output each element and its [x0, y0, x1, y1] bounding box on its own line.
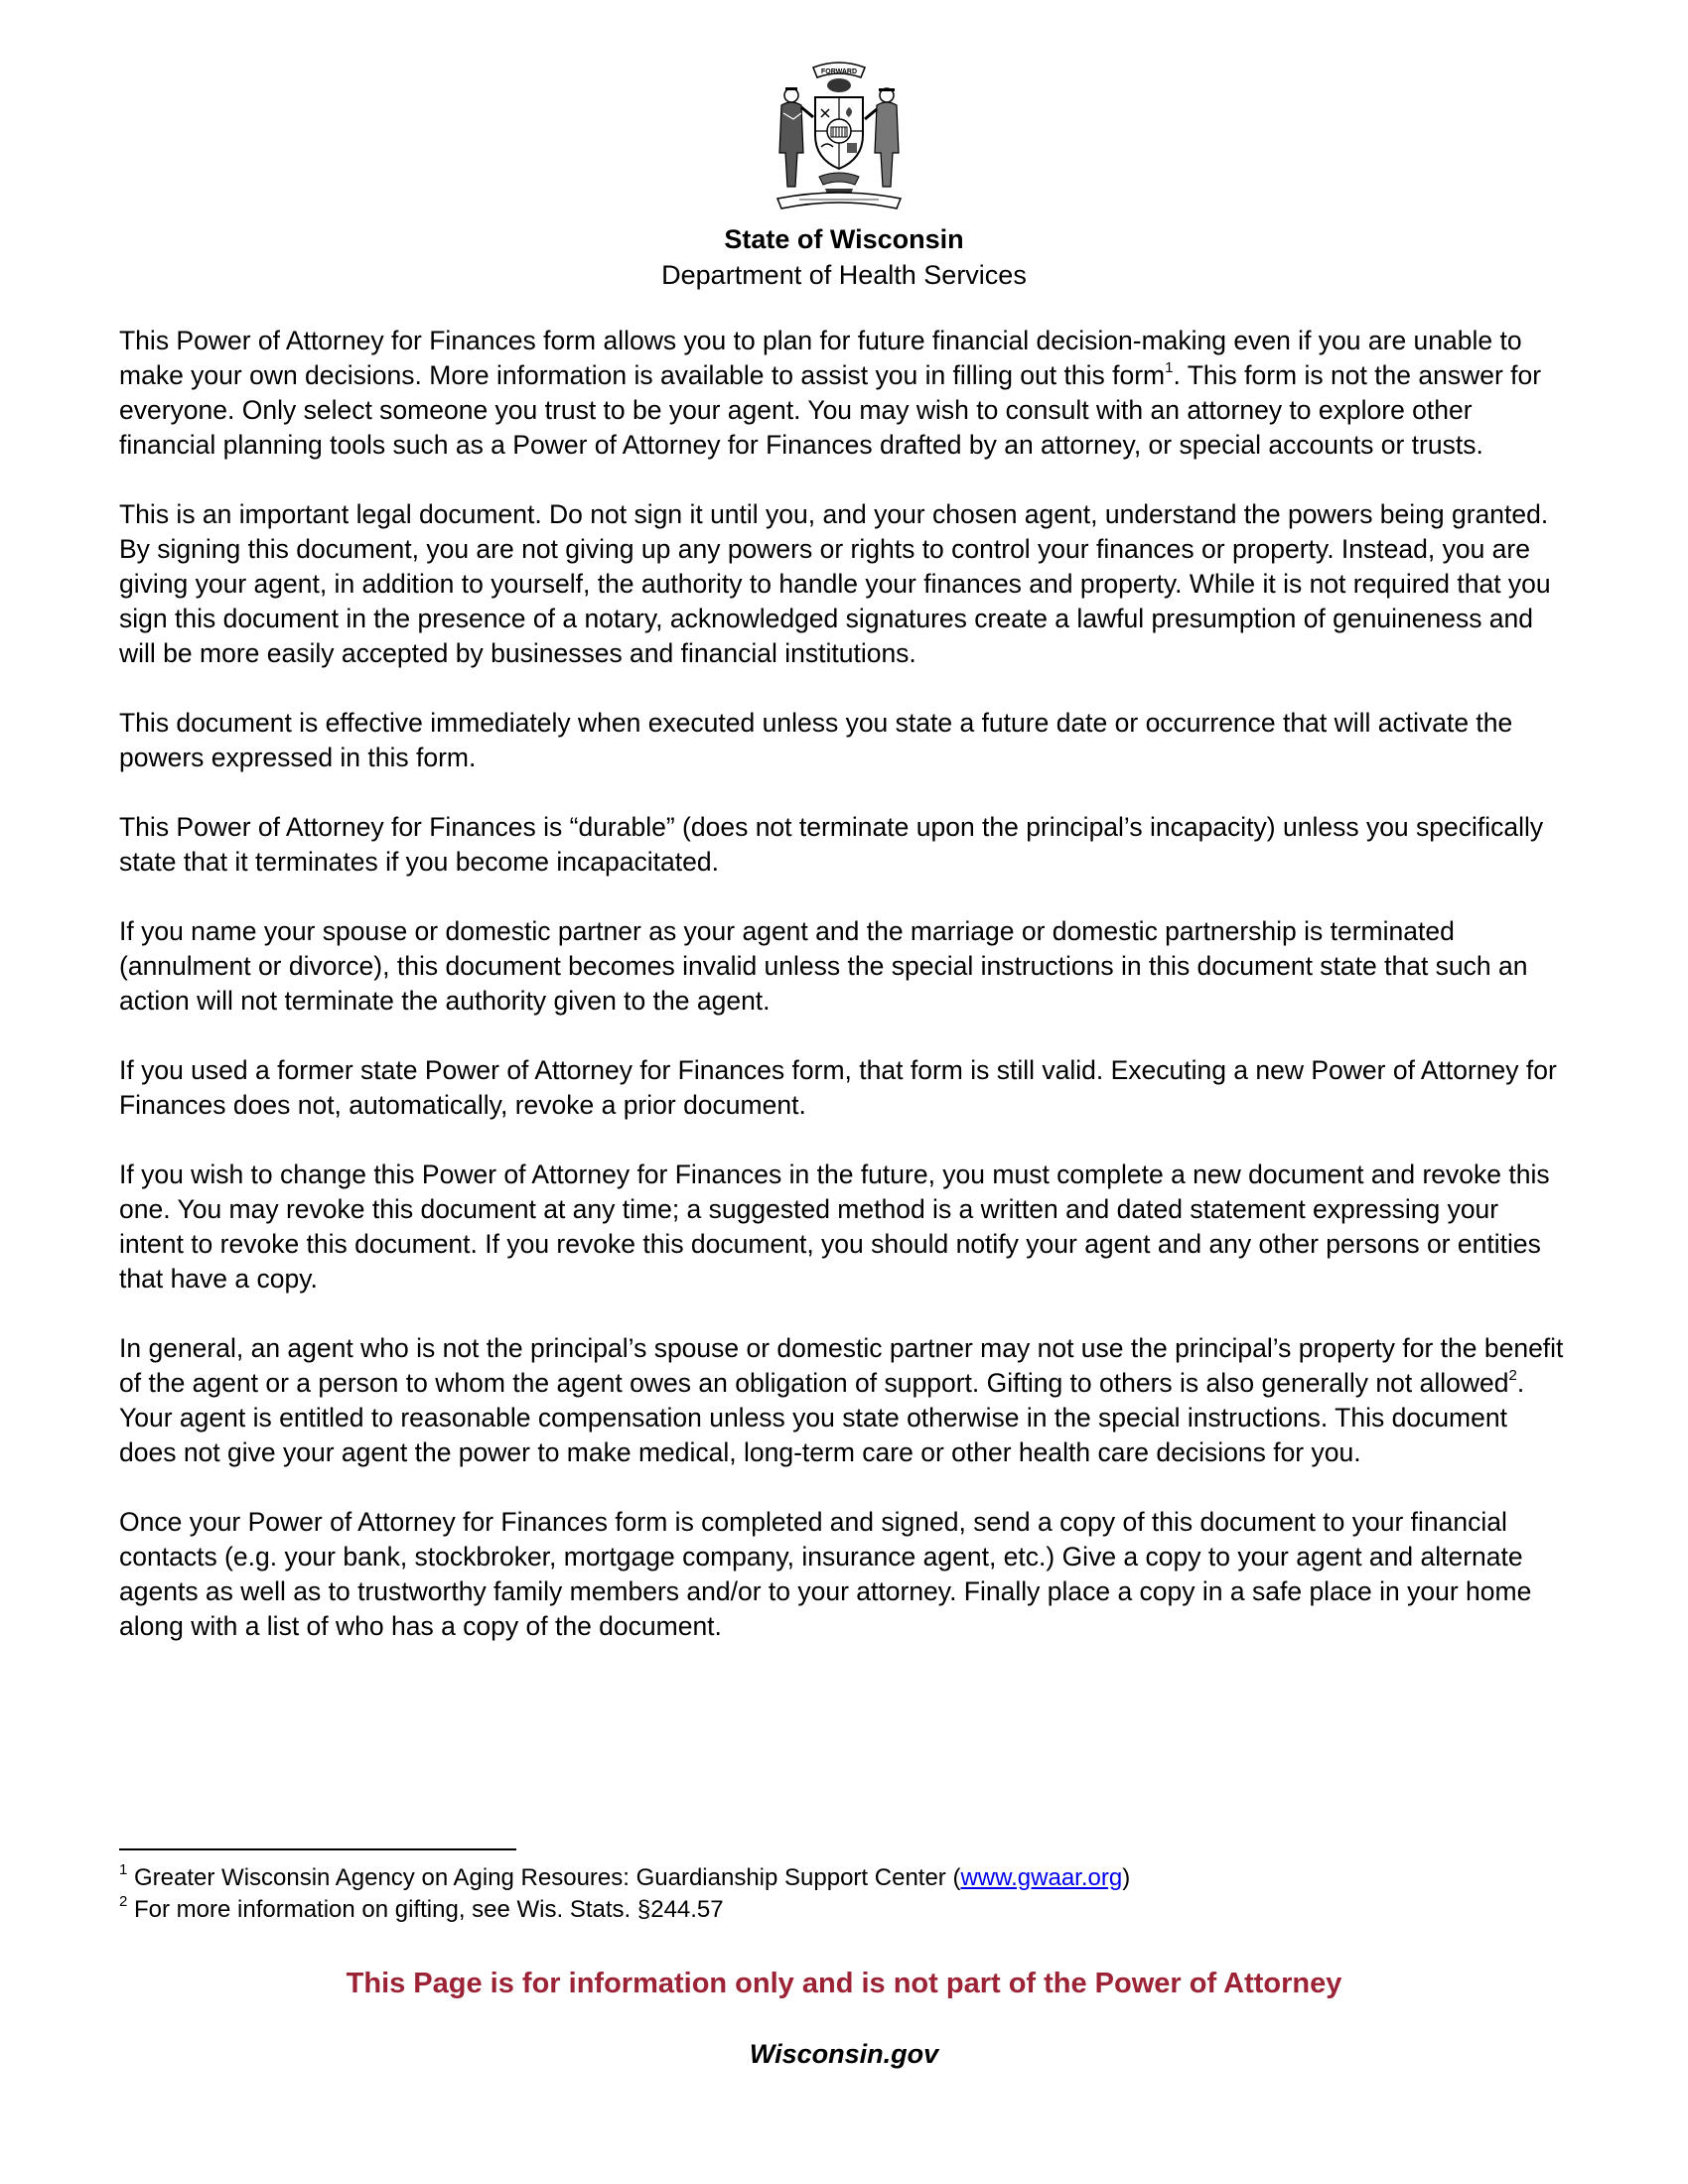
document-body — [119, 324, 1569, 1679]
paragraph-spouse: If you name your spouse or domestic partner as your agent and the marriage or domestic partnership is terminated (annulment or divorce), this document becomes invalid unless the special instructions in this document state that such an action will not terminate the authority given to the agent. — [119, 916, 1528, 1016]
footnote-1-text: Greater Wisconsin Agency on Aging Resoures: Guardianship Support Center ( — [127, 1864, 961, 1891]
footnote-2-text: For more information on gifting, see Wis. Stats. §244.57 — [127, 1896, 724, 1923]
department-title: Department of Health Services — [661, 260, 1027, 290]
paragraph-gifting-text: In general, an agent who is not the principal’s spouse or domestic partner may not use the principal’s property for the benefit of the agent or a person to whom the agent owes an obligation of support. Gifting to others is also generally not allowed — [119, 1333, 1564, 1398]
paragraph-revoke: If you wish to change this Power of Attorney for Finances in the future, you must complete a new document and revoke this one. You may revoke this document at any time; a suggested method is a written and dated statement expressing your intent to revoke this document. If you revoke this document, you should notify your agent and any other persons or entities that have a copy. — [119, 1160, 1550, 1294]
information-only-notice: This Page is for information only and is not part of the Power of Attorney — [346, 1968, 1342, 1999]
paragraph-intro-text: This Power of Attorney for Finances form allows you to plan for future financial decision-making even if you are unable to make your own decisions. More information is available to assist you in filling out this form — [119, 326, 1522, 390]
footnote-ref-2: 2 — [1508, 1367, 1517, 1385]
site-footer: Wisconsin.gov — [749, 2039, 939, 2069]
paragraph-legal-document: This is an important legal document. Do not sign it until you, and your chosen agent, understand the powers being granted. By signing this document, you are not giving up any powers or rights to control your finances or property. Instead, you are giving your agent, in addition to yourself, the authority to handle your finances and property. While it is not required that you sign this document in the presence of a notary, acknowledged signatures create a lawful presumption of genuineness and will be more easily accepted by businesses and financial institutions. — [119, 499, 1551, 668]
gwaar-link[interactable]: www.gwaar.org — [960, 1864, 1123, 1891]
state-title: State of Wisconsin — [724, 224, 964, 254]
paragraph-effective: This document is effective immediately when executed unless you state a future date or occurrence that will activate the powers expressed in this form. — [119, 708, 1513, 772]
paragraph-compensation: Your agent is entitled to reasonable compensation unless you state otherwise in the special instructions. This document does not give your agent the power to make medical, long-term care or other health care decisions for you. — [119, 1403, 1507, 1467]
paragraph-intro — [119, 324, 1569, 463]
paragraph-distribution: Once your Power of Attorney for Finances form is completed and signed, send a copy of this document to your financial contacts (e.g. your bank, stockbroker, mortgage company, insurance agent, etc.) Give a copy to your agent and alternate agents as well as to trustworthy family members and/or to your attorney. Finally place a copy in a safe place in your home along with a list of who has a copy of the document. — [119, 1507, 1532, 1641]
paragraph-gifting — [119, 1331, 1569, 1401]
footnote-2-number: 2 — [119, 1893, 128, 1910]
footnote-1 — [119, 1862, 1130, 1894]
footnote-divider — [119, 1848, 516, 1850]
paragraph-gifting-end: . — [1516, 1368, 1525, 1398]
svg-text:FORWARD: FORWARD — [820, 68, 858, 75]
footnote-ref-1: 1 — [1165, 359, 1174, 377]
paragraph-former-form: If you used a former state Power of Attorney for Finances form, that form is still valid. Executing a new Power of Attorney for Finances does not, automatically, revoke a prior document. — [119, 1055, 1557, 1120]
footnote-2 — [119, 1894, 1130, 1926]
paragraph-intro-text-cont: . This form is not the answer for everyone. Only select someone you trust to be your agent. You may wish to consult with an attorney to explore other financial planning tools such as a Power of Attorney for Finances drafted by an attorney, or special accounts or trusts. — [119, 360, 1542, 460]
paragraph-durable: This Power of Attorney for Finances is “durable” (does not terminate upon the principal’s incapacity) unless you specifically state that it terminates if you become incapacitated. — [119, 812, 1544, 877]
footnote-1-close: ) — [1122, 1864, 1131, 1891]
footnote-1-number: 1 — [119, 1861, 128, 1878]
wisconsin-state-seal-icon — [770, 58, 909, 212]
footnotes — [119, 1862, 1130, 1926]
